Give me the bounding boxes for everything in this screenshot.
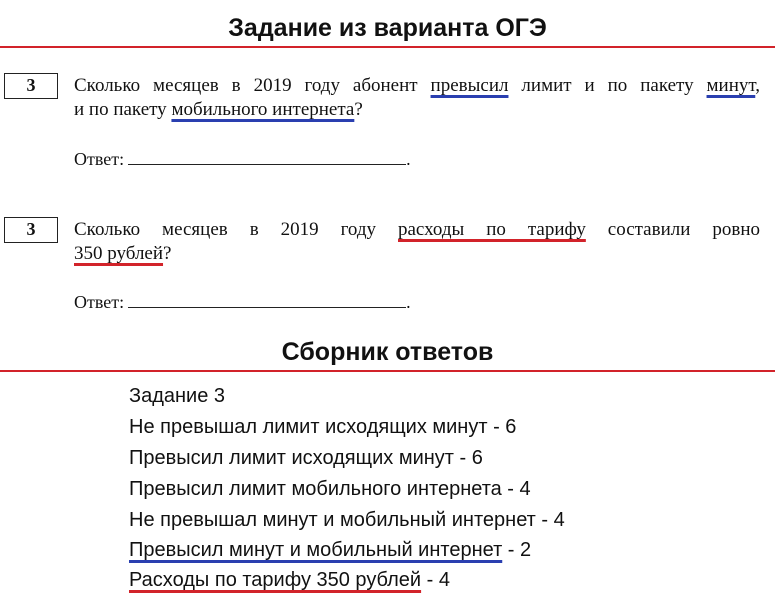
answers-divider <box>0 370 775 372</box>
task2-question-line1: Сколько месяцев в 2019 году расходы по тарифу составили ровно <box>74 219 760 240</box>
task-number-box: 3 <box>4 217 58 243</box>
title-divider <box>0 46 775 48</box>
answer-line: Не превышал минут и мобильный интернет - 4 <box>129 509 565 531</box>
task1-answer-field[interactable]: Ответ: . <box>74 149 411 169</box>
task2-answer-field[interactable]: Ответ: . <box>74 292 411 312</box>
task2-question-line2: 350 рублей? <box>74 243 172 264</box>
task-number-box: 3 <box>4 73 58 99</box>
answers-title: Сборник ответов <box>281 338 494 366</box>
answer-line: Не превышал лимит исходящих минут - 6 <box>129 416 517 438</box>
answer-line-highlighted: Расходы по тарифу 350 рублей - 4 <box>129 569 450 591</box>
page-title: Задание из варианта ОГЭ <box>228 14 547 42</box>
answers-task-label: Задание 3 <box>129 385 226 407</box>
task1-question-line1: Сколько месяцев в 2019 году абонент превысил лимит и по пакету минут, <box>74 75 761 96</box>
task1-question-line2: и по пакету мобильного интернета? <box>74 99 363 120</box>
answer-line: Превысил лимит исходящих минут - 6 <box>129 447 483 469</box>
answer-line: Превысил лимит мобильного интернета - 4 <box>129 478 531 500</box>
answer-line-highlighted: Превысил минут и мобильный интернет - 2 <box>129 539 532 561</box>
